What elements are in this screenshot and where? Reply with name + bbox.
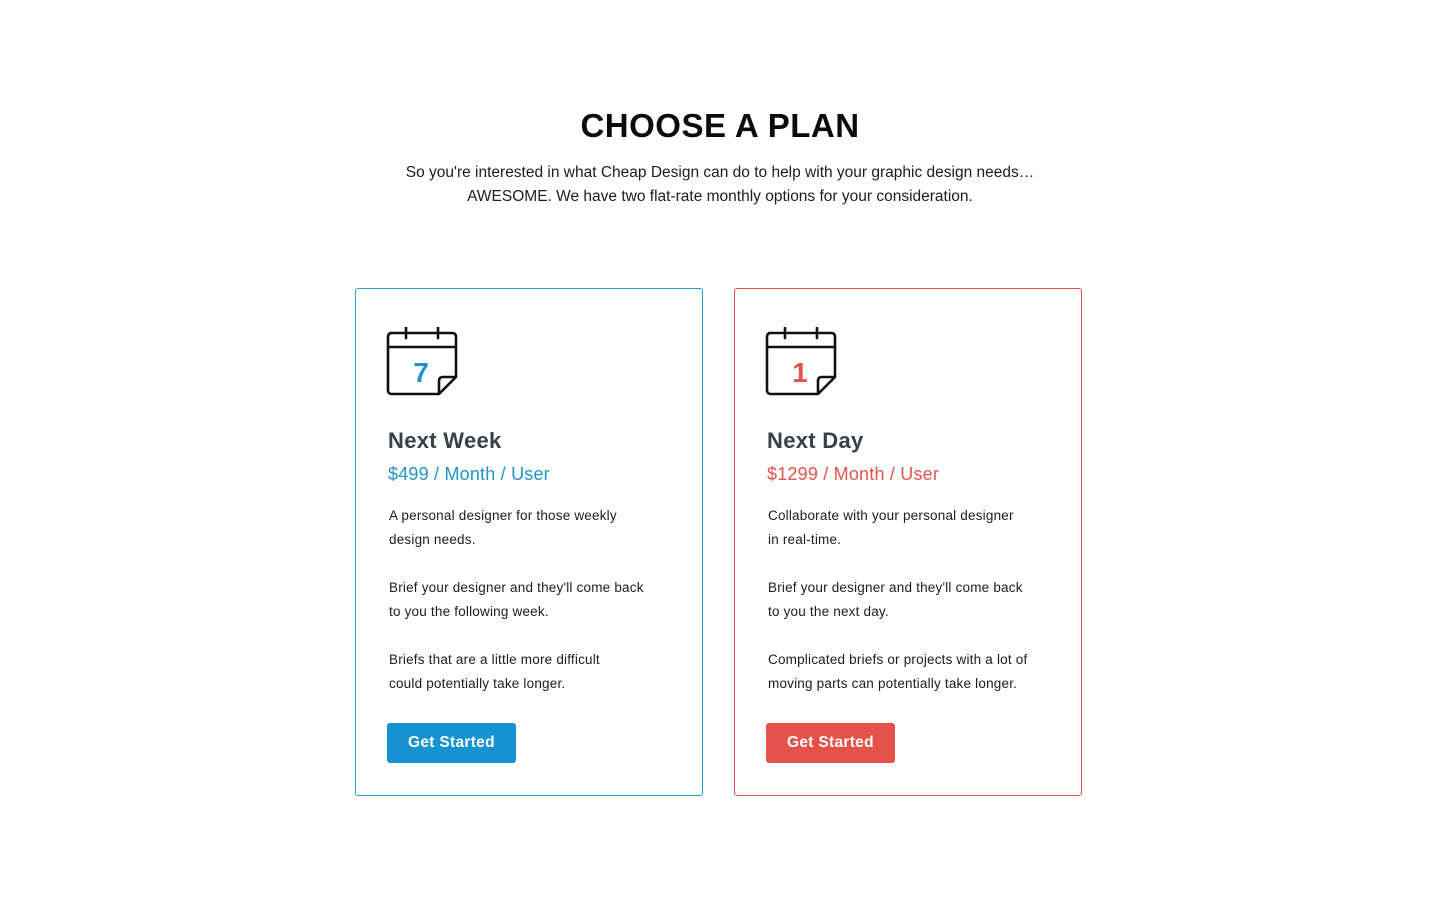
plan-description (768, 576, 1058, 624)
intro-text (370, 161, 1070, 209)
description-line: to you the next day. (768, 604, 889, 619)
description-line: design needs. (389, 532, 476, 547)
plan-price: $1299 / Month / User (767, 464, 940, 484)
plan-description (389, 504, 679, 552)
description-line: to you the following week. (389, 604, 549, 619)
plan-name: Next Week (388, 428, 502, 453)
description-line: A personal designer for those weekly (389, 508, 617, 523)
plan-card-next-day (734, 288, 1082, 796)
plan-description (768, 648, 1058, 696)
description-line: moving parts can potentially take longer. (768, 676, 1018, 691)
calendar-day-number: 7 (413, 357, 429, 388)
plan-price: $499 / Month / User (388, 464, 550, 484)
plan-description (389, 648, 679, 696)
page-title: CHOOSE A PLAN (580, 107, 860, 144)
page-header (0, 104, 1440, 209)
get-started-button[interactable]: Get Started (766, 723, 895, 763)
description-line: could potentially take longer. (389, 676, 566, 691)
intro-line: AWESOME. We have two flat-rate monthly options for your consideration. (467, 188, 973, 205)
calendar-icon (765, 327, 839, 401)
description-line: Briefs that are a little more difficult (389, 652, 600, 667)
get-started-button[interactable]: Get Started (387, 723, 516, 763)
description-line: Collaborate with your personal designer (768, 508, 1014, 523)
description-line: Brief your designer and they'll come back (389, 580, 644, 595)
description-line: Brief your designer and they'll come back (768, 580, 1023, 595)
calendar-day-number: 1 (792, 357, 808, 388)
intro-line: So you're interested in what Cheap Design can do to help with your graphic design needs… (405, 164, 1035, 181)
plan-card-next-week (355, 288, 703, 796)
description-line: in real-time. (768, 532, 842, 547)
calendar-icon (386, 327, 460, 401)
description-line: Complicated briefs or projects with a lot of (768, 652, 1028, 667)
plan-description (768, 504, 1058, 552)
plan-name: Next Day (767, 428, 864, 453)
plan-description (389, 576, 679, 624)
